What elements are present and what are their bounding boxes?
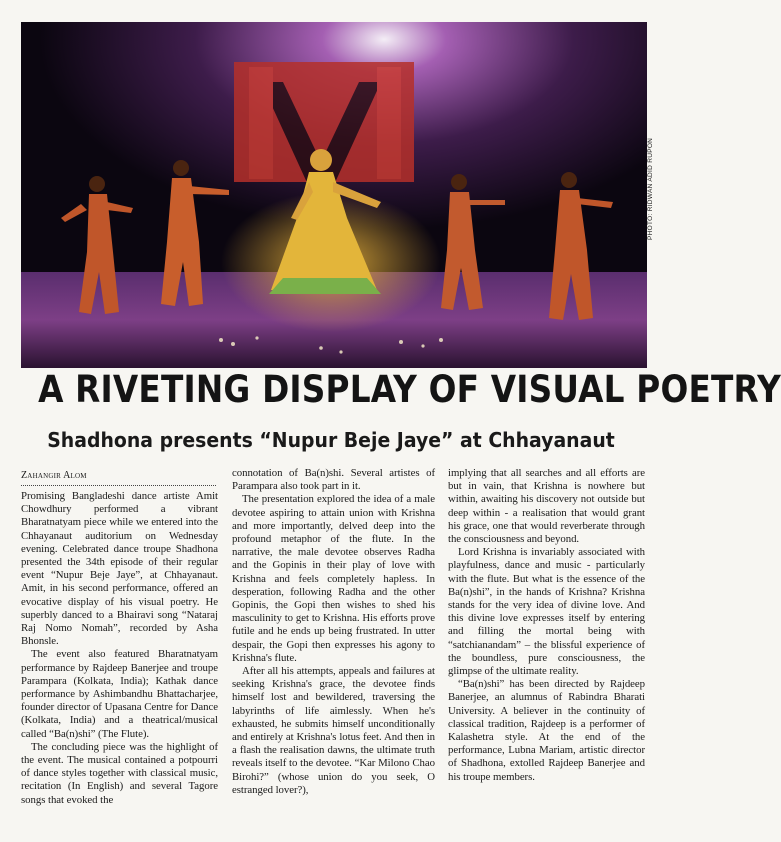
subheadline: Shadhona presents “Nupur Beje Jaye” at Chhayanaut: [47, 428, 615, 452]
paragraph: The presentation explored the idea of a male devotee aspiring to attain union with Krishna and more importantly, delved deep into the profound metaphor of the flute. In the narrative, the male devotee observes Radha and the Gopinis in their play of love with Krishna and feels completely hapless. In desperation, following Radha and the other Gopinis, the Gopi then wishes to shed his masculinity to get to Krishna. His efforts prove futile and he ends up being frustrated. In utter despair, the Gopi then expresses his agony to Krishna's flute.: [232, 493, 435, 664]
article-column-3: [448, 467, 645, 784]
paragraph: The concluding piece was the highlight of the event. The musical contained a potpourri of dance styles together with classical music, recitation (In English) and several Tagore songs that evoked the: [21, 740, 218, 806]
paragraph: Lord Krishna is invariably associated with playfulness, dance and music - particularly with the flute. But what is the essence of the Ba(n)shi”, in the hands of Krishna? Krishna stands for the very idea of divine love. And this divine love expresses itself by entering and filling the mortal being with “satchianandam” – the blissful experience of the boundless, pure consciousness, the glimpse of the ultimate reality.: [448, 546, 645, 678]
paragraph: The event also featured Bharatnatyam performance by Rajdeep Banerjee and troupe Parampara (Kolkata, India); Kathak dance performance by Ashimbandhu Bhattacharjee, founder director of Upasana Centre for Dance (Kolkata, India) and a theatrical/musical called “Ba(n)shi” (The Flute).: [21, 648, 218, 740]
paragraph: Promising Bangladeshi dance artiste Amit Chowdhury performed a vibrant Bharatnatyam piece while we entered into the Chhayanaut auditorium on Wednesday evening. Celebrated dance troupe Shadhona presented the 34th episode of their regular event “Nupur Beje Jaye”, at Chhayanaut. Amit, in his second performance, offered an evocative display of his visual poetry. He superbly danced to a Bhairavi song “Nataraj Raj Nomo Nomah”, recorded by Asha Bhonsle.: [21, 490, 218, 648]
paragraph: connotation of Ba(n)shi. Several artistes of Parampara also took part in it.: [232, 467, 435, 493]
paragraph: implying that all searches and all efforts are but in vain, that Krishna is nowhere but within, awaiting his discovery not outside but deep within - a realisation that would grant his grace, one that would reverberate through the consciousness and beyond.: [448, 467, 645, 546]
stage-dance-photo: [21, 22, 647, 368]
paragraph: “Ba(n)shi” has been directed by Rajdeep Banerjee, an alumnus of Rabindra Bharati University. A believer in the continuity of classical tradition, Rajdeep is a performer of Kalashetra style. At the end of the performance, Lubna Mariam, artistic director of Shadhona, extolled Rajdeep Banerjee and his troupe members.: [448, 678, 645, 783]
photo-illustration: [21, 22, 647, 368]
article-column-1: [21, 490, 218, 807]
headline: A RIVETING DISPLAY OF VISUAL POETRY: [38, 368, 781, 411]
byline-divider: [21, 485, 216, 486]
byline: Zahangir Alom: [21, 470, 87, 481]
article-column-2: [232, 467, 435, 797]
photo-credit: PHOTO: RIDWAN ADID RUPON: [647, 137, 654, 240]
paragraph: After all his attempts, appeals and failures at seeking Krishna's grace, the devotee finds himself lost and bewildered, traversing the labyrinths of life aimlessly. When he's exhausted, he submits himself unconditionally and entirely at Krishna's lotus feet. And then in a flash the realisation dawns, the ultimate truth reveals itself to the devotee. “Kar Milono Chao Birohi?” (whose union do you seek, O estranged lover?),: [232, 665, 435, 796]
